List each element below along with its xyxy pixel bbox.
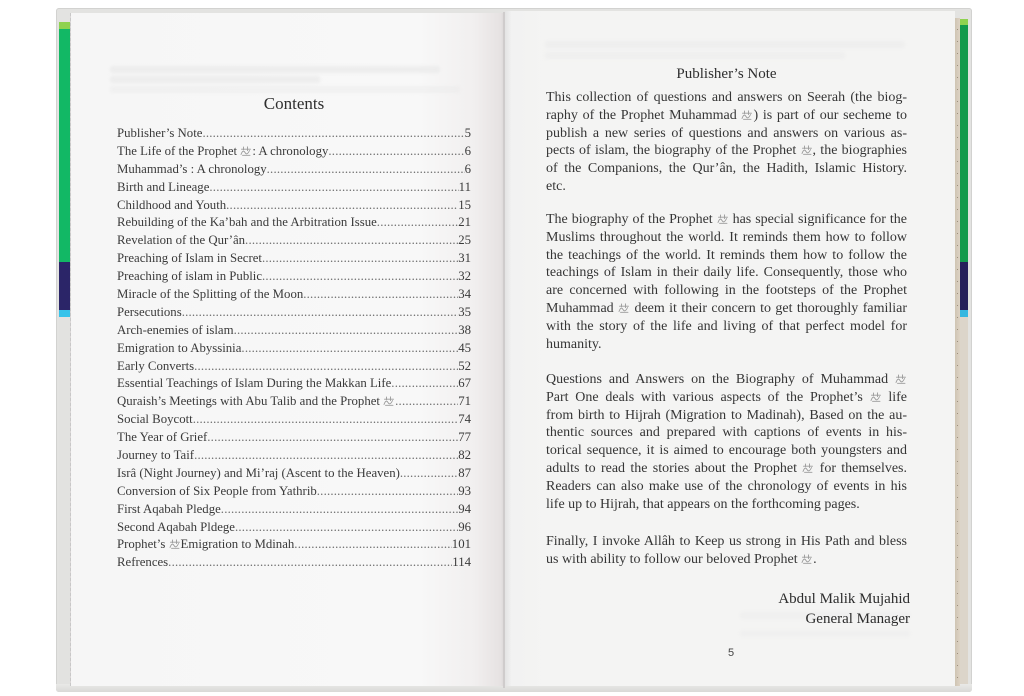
dot-leader: [262, 250, 458, 268]
pbuh-calligraphy-icon: [618, 303, 630, 313]
show-through-text: [740, 630, 910, 637]
toc-entry: [117, 411, 471, 429]
toc-entry-title: Quraish’s Meetings with Abu Talib and the Prophet: [117, 393, 395, 411]
toc-entry-page: 101: [451, 537, 471, 552]
toc-entry: [117, 232, 471, 250]
right-cover-strip-beige: [960, 317, 968, 684]
dot-leader: [226, 197, 458, 215]
pbuh-calligraphy-icon: [801, 554, 813, 564]
toc-entry-title: Social Boycott: [117, 412, 193, 427]
toc-entry-title: Prophet’s Emigration to Mdinah: [117, 537, 295, 552]
text-line: publish a new series of questions and answers on various as-: [546, 125, 907, 141]
toc-entry-page: 77: [458, 430, 471, 445]
page-number: 5: [727, 647, 735, 659]
show-through-text: [545, 52, 845, 59]
page-stack-edge: [955, 18, 960, 686]
dot-leader: [328, 143, 464, 161]
dot-leader: [391, 375, 458, 393]
toc-entry-title: Preaching of Islam in Secret: [117, 251, 262, 266]
dot-leader: [241, 340, 458, 358]
paragraph-part-one: [546, 371, 907, 513]
toc-entry: [117, 268, 471, 286]
toc-entry-page: 93: [458, 483, 471, 498]
toc-entry-page: 52: [458, 358, 471, 373]
toc-entry: [117, 375, 471, 393]
toc-entry-page: 45: [458, 340, 471, 355]
left-cover-strip-gray: [59, 317, 70, 684]
text-line: from birth to Hijrah (Migration to Madinah), Based on the au-: [546, 407, 907, 423]
toc-entry: [117, 161, 471, 179]
toc-entry-page: 114: [452, 555, 471, 570]
toc-entry-title: Revelation of the Qur’ân: [117, 233, 246, 248]
toc-entry: [117, 143, 471, 161]
toc-entry: [117, 519, 471, 537]
pbuh-calligraphy-icon: [870, 392, 882, 402]
text-line: This collection of questions and answers on Seerah (the biog-: [546, 90, 907, 105]
dot-leader: [202, 125, 464, 143]
pbuh-calligraphy-icon: [802, 463, 814, 473]
show-through-text: [110, 86, 460, 93]
left-cover-strip-cyan: [59, 310, 70, 317]
paragraph-closing: [546, 533, 907, 569]
toc-entry: [117, 447, 471, 465]
dot-leader: [234, 322, 459, 340]
signature-block: [546, 589, 910, 629]
toc-entry-title: Rebuilding of the Ka’bah and the Arbitration Issue: [117, 215, 377, 230]
toc-entry: [117, 536, 471, 554]
show-through-text: [110, 76, 320, 83]
dot-leader: [245, 232, 458, 250]
toc-entry-page: 6: [464, 143, 471, 158]
text-line: adults to read the stories about the Prophet for themselves.: [546, 460, 907, 476]
toc-entry-page: 94: [458, 501, 471, 516]
toc-entry-page: 11: [458, 179, 471, 194]
text-line: with the story of the life and living of that perfect model for: [546, 318, 907, 334]
toc-entry: [117, 429, 471, 447]
toc-entry-title: The Year of Grief: [117, 430, 208, 445]
toc-entry-page: 34: [458, 287, 471, 302]
toc-entry-page: 67: [458, 376, 471, 391]
book-gutter: [503, 12, 505, 688]
right-cover-strip-green: [960, 25, 968, 262]
toc-entry: [117, 125, 471, 143]
toc-entry-page: 6: [464, 161, 471, 176]
show-through-text: [545, 41, 905, 48]
toc-entry-title: Emigration to Abyssinia: [117, 340, 242, 355]
toc-entry: [117, 483, 471, 501]
toc-entry-title: The Life of the Prophet : A chronology: [117, 143, 329, 158]
left-cover-strip-lime: [59, 22, 70, 29]
text-line: raphy of the Prophet Muhammad ) is part of our secheme to: [546, 107, 907, 123]
toc-entry-title: Preaching of islam in Public: [117, 269, 263, 284]
toc-entry-title: Muhammad’s : A chronology: [117, 161, 267, 176]
toc-entry-title: Childhood and Youth: [117, 197, 227, 212]
left-cover-strip-green: [59, 29, 70, 262]
dot-leader: [317, 483, 458, 501]
text-line: etc.: [546, 178, 566, 194]
right-cover-strip-navy: [960, 262, 968, 310]
toc-entry-page: 96: [458, 519, 471, 534]
pbuh-calligraphy-icon: [717, 214, 729, 224]
text-line: Part One deals with various aspects of the Prophet’s life: [546, 389, 908, 405]
paragraph-significance: [546, 211, 907, 353]
toc-entry: [117, 340, 471, 358]
toc-entry: [117, 197, 471, 215]
toc-entry-page: 21: [458, 215, 471, 230]
dot-leader: [209, 179, 458, 197]
dot-leader: [294, 536, 452, 554]
dot-leader: [267, 161, 465, 179]
toc-entry: [117, 322, 471, 340]
toc-entry: [117, 393, 471, 411]
toc-entry-page: 38: [458, 322, 471, 337]
publishers-note-heading: Publisher’s Note: [676, 66, 777, 82]
dot-leader: [221, 501, 458, 519]
pbuh-calligraphy-icon: [383, 396, 395, 406]
toc-entry-page: 74: [458, 412, 471, 427]
toc-entry-page: 15: [458, 197, 471, 212]
pbuh-calligraphy-icon: [741, 110, 753, 120]
pbuh-calligraphy-icon: [240, 146, 252, 156]
toc-entry-title: First Aqabah Pledge: [117, 501, 221, 516]
dot-leader: [194, 447, 458, 465]
toc-entry-page: 32: [458, 269, 471, 284]
text-line: us with ability to follow our beloved Prophet .: [546, 551, 817, 567]
toc-entry: [117, 250, 471, 268]
signature-name: Abdul Malik Mujahid: [778, 591, 910, 607]
text-line: the teachings of the world. It reminds them how to follow the: [546, 247, 907, 263]
toc-list: [117, 125, 471, 572]
text-line: Muhammad deem it their concern to get thoroughly familiar: [546, 300, 908, 316]
text-line: Questions and Answers on the Biography of Muhammad: [546, 371, 907, 389]
toc-entry-page: 82: [458, 448, 471, 463]
dot-leader: [193, 411, 458, 429]
text-line: Muslims throughout the world. It reminds them how to follow: [546, 229, 907, 245]
toc-entry-page: 25: [458, 233, 471, 248]
toc-entry: [117, 214, 471, 232]
toc-entry-title: Conversion of Six People from Yathrib: [117, 483, 317, 498]
text-line: life up to Hijrah, that appears on the forthcoming pages.: [546, 496, 860, 512]
toc-entry: [117, 286, 471, 304]
toc-entry: [117, 501, 471, 519]
toc-entry-page: 35: [458, 304, 471, 319]
text-line: humanity.: [546, 336, 602, 352]
pbuh-calligraphy-icon: [895, 374, 907, 384]
toc-entry-title: Refrences: [117, 555, 169, 570]
toc-entry: [117, 304, 471, 322]
signature-role: General Manager: [805, 611, 910, 627]
dot-leader: [377, 214, 458, 232]
dot-leader: [235, 519, 458, 537]
toc-entry-title: Second Aqabah Pldege: [117, 519, 235, 534]
show-through-text: [110, 66, 440, 73]
toc-entry-title: Birth and Lineage: [117, 179, 210, 194]
toc-entry-page: 71: [458, 394, 471, 409]
text-line: torical sequence, it is aimed to encourage both youngsters and: [546, 443, 907, 459]
text-line: Readers can also make use of the chronology of events in his: [546, 478, 907, 494]
toc-entry: [117, 179, 471, 197]
dot-leader: [262, 268, 458, 286]
dot-leader: [303, 286, 458, 304]
toc-entry-page: 5: [464, 126, 471, 140]
toc-entry-title: Essential Teachings of Islam During the Makkan Life: [117, 376, 392, 391]
contents-heading: Contents: [263, 94, 325, 113]
left-cover-strip-navy: [59, 262, 70, 310]
toc-entry-title: Persecutions: [117, 304, 182, 319]
pbuh-calligraphy-icon: [169, 539, 181, 549]
dot-leader: [168, 554, 452, 572]
text-line: are concerned with following in the footsteps of the Prophet: [546, 283, 907, 299]
text-line: teachings of Islam in their daily life. Consequently, those who: [546, 265, 907, 281]
dot-leader: [395, 393, 458, 411]
toc-entry-page: 31: [458, 251, 471, 266]
text-line: thentic sources and prepared with captions of events in his-: [546, 425, 907, 441]
toc-entry: [117, 358, 471, 376]
text-line: pects of islam, the biography of the Prophet , the biographies: [546, 143, 907, 159]
toc-entry-title: Miracle of the Splitting of the Moon: [117, 287, 304, 302]
toc-entry-title: Publisher’s Note: [117, 126, 203, 140]
toc-entry-title: Arch-enemies of islam: [117, 322, 234, 337]
text-line: The biography of the Prophet has special significance for the: [546, 212, 907, 227]
toc-entry-title: Isrâ (Night Journey) and Mi’raj (Ascent to the Heaven): [117, 465, 400, 480]
text-line: Finally, I invoke Allâh to Keep us strong in His Path and bless: [546, 534, 907, 549]
toc-entry-title: Journey to Taif: [117, 448, 195, 463]
pbuh-calligraphy-icon: [801, 145, 813, 155]
paragraph-intro: [546, 89, 907, 196]
text-line: of the Companions, the Qur’ân, the Hadith, Islamic History.: [546, 161, 907, 177]
toc-entry: [117, 554, 471, 572]
toc-entry-page: 87: [458, 465, 471, 480]
dot-leader: [400, 465, 458, 483]
toc-entry-title: Early Converts: [117, 358, 195, 373]
dot-leader: [207, 429, 458, 447]
dot-leader: [194, 358, 458, 376]
right-cover-strip-cyan: [960, 310, 968, 317]
dot-leader: [182, 304, 459, 322]
toc-entry: [117, 465, 471, 483]
